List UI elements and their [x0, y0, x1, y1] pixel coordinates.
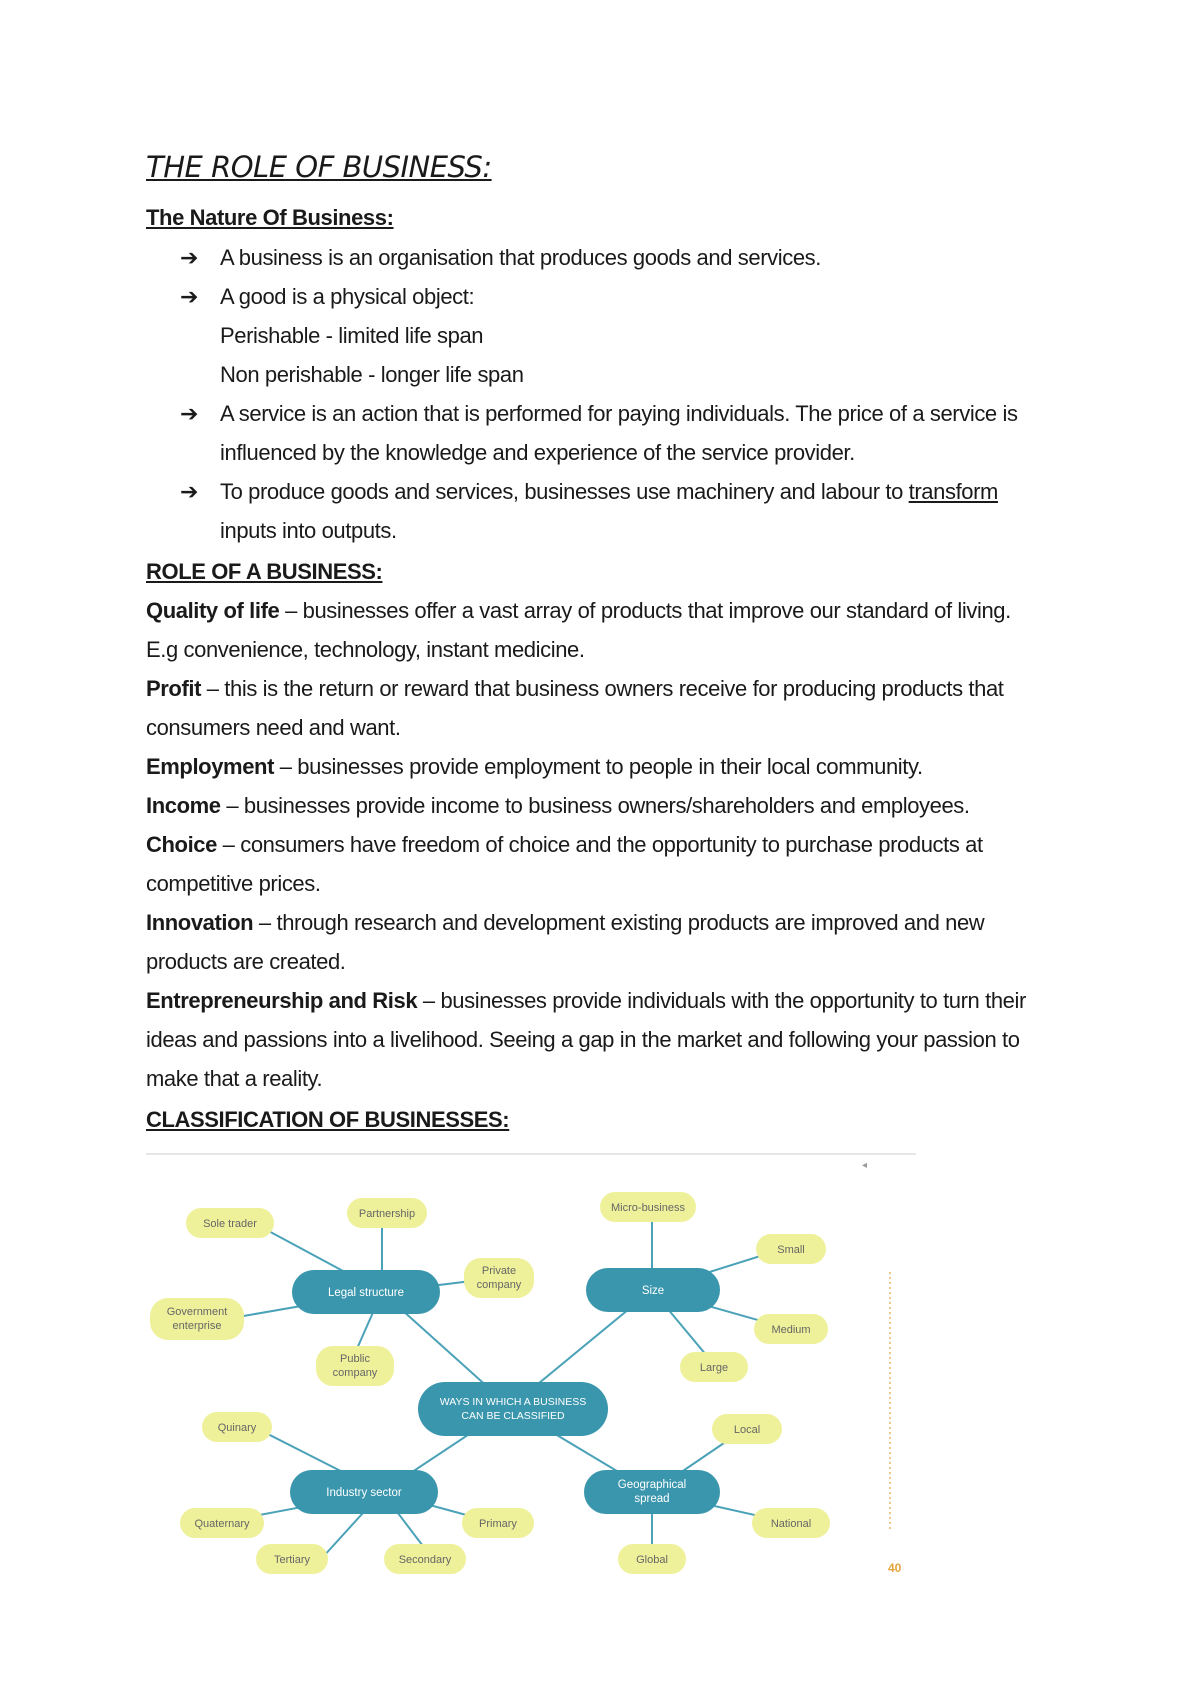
arrow-bullet-icon: ➔: [180, 401, 199, 426]
role-quality-cont: E.g convenience, technology, instant medicine.: [146, 637, 585, 662]
nature-bullet-2: A good is a physical object:: [220, 284, 475, 309]
nature-heading: The Nature Of Business:: [146, 205, 394, 230]
svg-text:Government: Government: [166, 1306, 228, 1318]
mind-map-svg: [146, 1152, 916, 1622]
leaf-local: [712, 1414, 782, 1444]
svg-text:Public: Public: [340, 1353, 370, 1365]
svg-text:Partnership: Partnership: [358, 1208, 416, 1220]
profit-text: – this is the return or reward that business owners receive for producing products that: [201, 676, 1004, 701]
role-profit: [146, 674, 1004, 704]
svg-text:company: company: [332, 1367, 378, 1379]
role-innovation-cont: products are created.: [146, 949, 346, 974]
role-entrepreneurship: [146, 986, 1026, 1016]
leaf-partnership: [347, 1198, 427, 1228]
page-title: THE ROLE OF BUSINESS:: [146, 150, 492, 184]
non-perishable-line: Non perishable - longer life span: [220, 362, 524, 387]
role-profit-cont: consumers need and want.: [146, 715, 401, 740]
role-choice: [146, 830, 983, 860]
innovation-text: – through research and development existing products are improved and new: [253, 910, 985, 935]
svg-text:company: company: [476, 1279, 522, 1291]
term-profit: Profit: [146, 676, 202, 701]
svg-text:◂: ◂: [862, 1160, 868, 1171]
svg-text:Global: Global: [636, 1554, 668, 1566]
leaf-tertiary: [256, 1544, 328, 1574]
nature-bullet-4: [220, 477, 998, 507]
hub-size: [586, 1268, 720, 1312]
role-employment: [146, 752, 923, 782]
classification-heading: CLASSIFICATION OF BUSINESSES:: [146, 1107, 510, 1132]
role-entrepreneurship-cont: ideas and passions into a livelihood. Seeing a gap in the market and following your passion to: [146, 1027, 1020, 1052]
term-employment: Employment: [146, 754, 275, 779]
svg-text:Large: Large: [699, 1362, 729, 1374]
term-innovation: Innovation: [146, 910, 254, 935]
leaf-national: [752, 1508, 830, 1538]
svg-text:Legal structure: Legal structure: [327, 1287, 405, 1299]
leaf-secondary: [384, 1544, 466, 1574]
svg-text:Tertiary: Tertiary: [273, 1554, 311, 1566]
svg-text:Geographical: Geographical: [617, 1479, 687, 1491]
svg-text:Private: Private: [481, 1265, 517, 1277]
leaf-quaternary: [180, 1508, 264, 1538]
hub-geographical-spread: [584, 1470, 720, 1514]
transform-underlined: transform: [908, 479, 998, 504]
perishable-line: Perishable - limited life span: [220, 323, 484, 348]
role-innovation: [146, 908, 984, 938]
svg-text:Small: Small: [777, 1244, 805, 1256]
svg-text:Primary: Primary: [479, 1518, 517, 1530]
hub-legal-structure: [292, 1270, 440, 1314]
leaf-global: [618, 1544, 686, 1574]
svg-text:Medium: Medium: [771, 1324, 811, 1336]
svg-text:Sole trader: Sole trader: [203, 1218, 257, 1230]
income-text: – businesses provide income to business owners/shareholders and employees.: [220, 793, 970, 818]
nature-bullet-4-cont: inputs into outputs.: [220, 518, 397, 543]
nature-bullet-3-cont: influenced by the knowledge and experience of the service provider.: [220, 440, 855, 465]
svg-text:National: National: [770, 1518, 812, 1530]
svg-text:WAYS IN WHICH A BUSINESS: WAYS IN WHICH A BUSINESS: [439, 1396, 587, 1408]
role-income: [146, 791, 970, 821]
leaf-micro-business: [600, 1192, 696, 1222]
term-entrepreneurship: Entrepreneurship and Risk: [146, 988, 418, 1013]
term-quality: Quality of life: [146, 598, 280, 623]
quality-text: – businesses offer a vast array of products that improve our standard of living.: [279, 598, 1011, 623]
role-entrepreneurship-cont-2: make that a reality.: [146, 1066, 323, 1091]
nature-bullet-1: A business is an organisation that produces goods and services.: [220, 245, 821, 270]
svg-text:Size: Size: [641, 1285, 665, 1297]
svg-text:Quaternary: Quaternary: [194, 1518, 250, 1530]
role-heading: ROLE OF A BUSINESS:: [146, 559, 383, 584]
svg-text:Micro-business: Micro-business: [611, 1202, 685, 1214]
leaf-government-enterprise: [150, 1298, 244, 1340]
svg-text:spread: spread: [634, 1493, 670, 1505]
leaf-small: [756, 1234, 826, 1264]
choice-text: – consumers have freedom of choice and the opportunity to purchase products at: [216, 832, 983, 857]
term-choice: Choice: [146, 832, 217, 857]
svg-text:Industry sector: Industry sector: [326, 1487, 402, 1499]
classification-mind-map: [146, 1152, 916, 1622]
svg-text:CAN BE CLASSIFIED: CAN BE CLASSIFIED: [461, 1410, 565, 1422]
svg-text:Local: Local: [733, 1424, 761, 1436]
term-income: Income: [146, 793, 221, 818]
employment-text: – businesses provide employment to people in their local community.: [274, 754, 923, 779]
hub-industry-sector: [290, 1470, 438, 1514]
hub-center: [418, 1382, 608, 1436]
leaf-medium: [754, 1314, 828, 1344]
leaf-sole-trader: [186, 1208, 274, 1238]
role-choice-cont: competitive prices.: [146, 871, 321, 896]
role-quality: [146, 596, 1011, 626]
arrow-bullet-icon: ➔: [180, 245, 199, 270]
svg-text:enterprise: enterprise: [172, 1320, 222, 1332]
bullet-4-text: To produce goods and services, businesses use machinery and labour to: [220, 479, 909, 504]
leaf-primary: [462, 1508, 534, 1538]
leaf-private-company: [464, 1258, 534, 1298]
entrepreneurship-text: – businesses provide individuals with the opportunity to turn their: [417, 988, 1026, 1013]
leaf-large: [680, 1352, 748, 1382]
arrow-bullet-icon: ➔: [180, 479, 199, 504]
page-number: 40: [888, 1561, 902, 1575]
leaf-public-company: [316, 1346, 394, 1386]
arrow-bullet-icon: ➔: [180, 284, 199, 309]
nature-bullet-3: A service is an action that is performed for paying individuals. The price of a service is: [220, 401, 1018, 426]
svg-text:Secondary: Secondary: [398, 1554, 452, 1566]
svg-text:Quinary: Quinary: [217, 1422, 257, 1434]
leaf-quinary: [202, 1412, 272, 1442]
